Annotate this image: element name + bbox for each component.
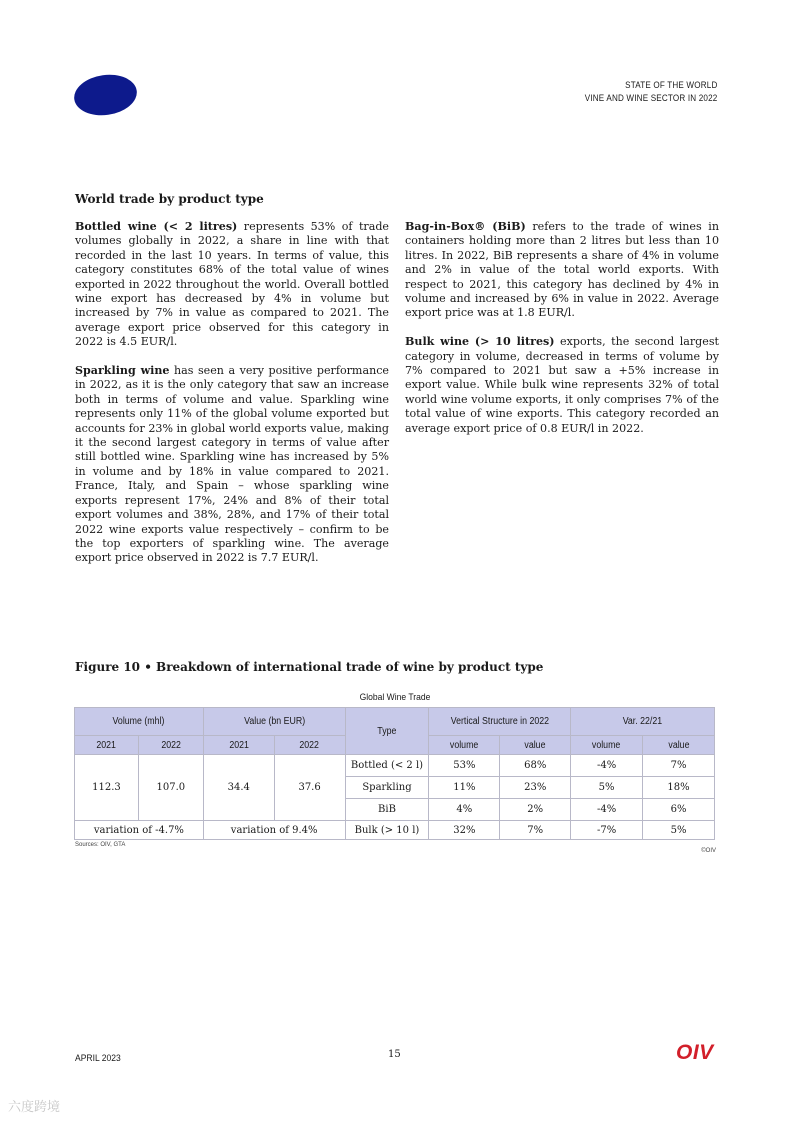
- cell-type: Sparkling: [345, 777, 429, 799]
- cell-volume-2021: 112.3: [75, 755, 139, 821]
- header-vs-value: value: [500, 736, 571, 755]
- paragraph-body: represents 53% of trade volumes globally in 2022, a share in line with that recorded in the last 10 years. In terms of value, this category constitutes 68% of the total value of wines exported in 2022 throughout the world. Overall bottled wine export has decreased by 4% in volume but increased by 7% in value as compared to 2021. The average export price observed for this category in 2022 is 4.5 EUR/l.: [75, 220, 389, 349]
- header-volume: Volume (mhl): [75, 708, 204, 736]
- paragraph-bib: [405, 220, 719, 321]
- cell-var-value: 18%: [643, 777, 715, 799]
- paragraph-bulk-wine: [405, 335, 719, 436]
- cell-var-value: 5%: [643, 821, 715, 840]
- table-row: [75, 755, 715, 777]
- paragraph-bottled-wine: [75, 220, 389, 350]
- cell-value-2022: 37.6: [274, 755, 345, 821]
- figure-title: Figure 10 • Breakdown of international trade of wine by product type: [75, 660, 544, 674]
- oiv-logo: OIV: [676, 1041, 714, 1064]
- header-value: Value (bn EUR): [203, 708, 345, 736]
- cell-vs-volume: 32%: [429, 821, 500, 840]
- paragraph-body: has seen a very positive performance in 2022, as it is the only category that saw an increase both in terms of volume and value. Sparkling wine represents only 11% of the global volume exported but accounts for 23% in global world exports value, making it the second largest category in terms of value after still bottled wine. Sparkling wine has increased by 5% in volume and by 18% in value compared to 2021. France, Italy, and Spain – whose sparkling wine exports represent 17%, 24% and 8% of their total export volumes and 38%, 28%, and 17% of their total 2022 wine exports value respectively – confirm to be the top exporters of sparkling wine. The average export price observed in 2022 is 7.7 EUR/l.: [75, 364, 389, 565]
- cell-vs-volume: 4%: [429, 799, 500, 821]
- logo-oval: [72, 71, 140, 119]
- paragraph-body: refers to the trade of wines in containers holding more than 2 litres but less than 10 litres. In 2022, BiB represents a share of 4% in volume and 2% in value of the total world exports. With respect to 2021, this category has declined by 4% in volume and increased by 6% in value in 2022. Average export price was at 1.8 EUR/l.: [405, 220, 719, 320]
- table-row: [75, 821, 715, 840]
- table-copyright: ©OIV: [701, 848, 716, 854]
- header-var-volume: volume: [571, 736, 643, 755]
- cell-var-volume: -4%: [571, 799, 643, 821]
- cell-vs-value: 7%: [500, 821, 571, 840]
- cell-vs-value: 68%: [500, 755, 571, 777]
- footer-date: APRIL 2023: [75, 1053, 121, 1064]
- cell-type: Bottled (< 2 l): [345, 755, 429, 777]
- right-column: [405, 220, 719, 450]
- watermark: 六度跨境: [8, 1100, 61, 1115]
- header-value-2021: 2021: [203, 736, 274, 755]
- cell-var-volume: -7%: [571, 821, 643, 840]
- paragraph-body: exports, the second largest category in volume, decreased in terms of volume by 7% compared to 2021 but saw a +5% increase in export value. While bulk wine represents 32% of total world wine volume exports, it only comprises 7% of the total value of wine exports. This category recorded an average export price of 0.8 EUR/l in 2022.: [405, 335, 719, 435]
- header-value-2022: 2022: [274, 736, 345, 755]
- header-vs-volume: volume: [429, 736, 500, 755]
- header-type: Type: [345, 708, 429, 755]
- cell-vs-volume: 53%: [429, 755, 500, 777]
- header-var-value: value: [643, 736, 715, 755]
- paragraph-lead: Bulk wine (> 10 litres): [405, 335, 555, 349]
- wine-trade-table: [74, 707, 715, 840]
- cell-vs-value: 2%: [500, 799, 571, 821]
- table-sources: Sources: OIV, GTA: [75, 842, 126, 848]
- cell-var-volume: -4%: [571, 755, 643, 777]
- cell-var-volume: 5%: [571, 777, 643, 799]
- cell-variation-volume: variation of -4.7%: [75, 821, 204, 840]
- header-vertical-structure: Vertical Structure in 2022: [429, 708, 571, 736]
- header-variation: Var. 22/21: [571, 708, 715, 736]
- cell-volume-2022: 107.0: [138, 755, 203, 821]
- header-volume-2022: 2022: [138, 736, 203, 755]
- left-column: [75, 220, 389, 580]
- paragraph-lead: Bottled wine (< 2 litres): [75, 220, 238, 233]
- header-line-2: VINE AND WINE SECTOR IN 2022: [584, 93, 717, 103]
- running-header: [584, 79, 717, 105]
- cell-var-value: 7%: [643, 755, 715, 777]
- paragraph-sparkling-wine: [75, 364, 389, 566]
- paragraph-lead: Bag-in-Box® (BiB): [405, 220, 526, 233]
- header-volume-2021: 2021: [75, 736, 139, 755]
- cell-vs-value: 23%: [500, 777, 571, 799]
- paragraph-lead: Sparkling wine: [75, 364, 170, 378]
- section-title: World trade by product type: [75, 192, 264, 206]
- cell-type: Bulk (> 10 l): [345, 821, 429, 840]
- header-line-1: STATE OF THE WORLD: [624, 80, 717, 90]
- cell-variation-value: variation of 9.4%: [203, 821, 345, 840]
- cell-var-value: 6%: [643, 799, 715, 821]
- table-title: Global Wine Trade: [359, 692, 431, 703]
- cell-type: BiB: [345, 799, 429, 821]
- cell-value-2021: 34.4: [203, 755, 274, 821]
- page-number: 15: [388, 1049, 401, 1060]
- cell-vs-volume: 11%: [429, 777, 500, 799]
